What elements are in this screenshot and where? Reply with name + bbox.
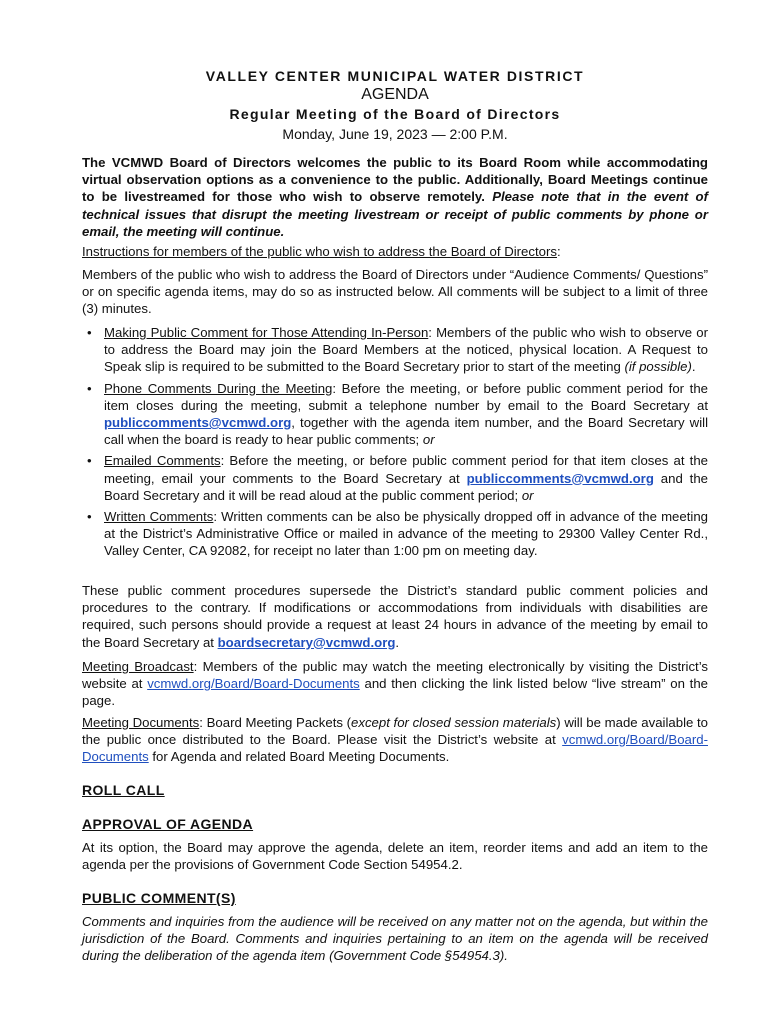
comment-methods-list — [82, 324, 708, 560]
public-comments-email-link[interactable]: publiccomments@vcmwd.org — [104, 415, 292, 431]
instructions-heading — [82, 243, 708, 260]
bullet-tail: and the Board Secretary and it will be read aloud at the public comment period; — [104, 470, 709, 503]
broadcast-tail: and then clicking the link listed below “live stream” on the page. — [82, 676, 708, 709]
bullet-italic: or — [422, 432, 435, 448]
documents-text2: ) will be made available to the public once distributed to the Board. Please visit the District’s website at — [82, 715, 709, 748]
intro-bold: The VCMWD Board of Directors welcomes the public to its Board Room while accommodating virtual observation options as a convenience to the public. Additionally, Board Meetings continue to be livestreamed for those who wish to observe remotely. — [82, 155, 708, 205]
org-name: VALLEY CENTER MUNICIPAL WATER DISTRICT — [205, 68, 585, 84]
bullet-icon: • — [87, 325, 92, 340]
documents-text: : Board Meeting Packets ( — [199, 715, 352, 730]
documents-paragraph — [82, 714, 708, 766]
bullet-tail: , together with the agenda item number, and the Board Secretary will call when the board is ready to hear public comments; — [104, 415, 708, 448]
instructions-body-text: Members of the public who wish to address the Board of Directors under “Audience Comments/ Questions” or on specific agenda items, may do so as instructed below. All comments will be subject to a limit of three (3) minutes. — [82, 267, 708, 317]
intro-notice: Please note that in the event of technical issues that disrupt the meeting livestream or receipt of public comments by phone or email, the meeting will continue. — [82, 189, 708, 239]
list-item — [82, 324, 708, 376]
broadcast-paragraph — [82, 658, 708, 710]
board-secretary-email-link[interactable]: boardsecretary@vcmwd.org — [217, 634, 396, 650]
bullet-title: Phone Comments During the Meeting — [104, 380, 333, 396]
documents-tail: for Agenda and related Board Meeting Documents. — [148, 749, 450, 765]
doc-type: AGENDA — [361, 86, 429, 103]
broadcast-text: : Members of the public may watch the meeting electronically by visiting the District’s website at — [82, 659, 708, 692]
bullet-title: Making Public Comment for Those Attending In-Person — [104, 325, 429, 340]
board-documents-link[interactable]: vcmwd.org/Board/Board-Documents — [82, 732, 708, 765]
documents-italic: except for closed session materials — [351, 715, 557, 730]
bullet-title: Emailed Comments — [104, 453, 221, 469]
instructions-body — [82, 266, 708, 318]
board-documents-link[interactable]: vcmwd.org/Board/Board-Documents — [147, 676, 360, 692]
instructions-heading-text: Instructions for members of the public who wish to address the Board of Directors — [82, 244, 557, 259]
meeting-title: Regular Meeting of the Board of Directors — [229, 106, 561, 122]
intro-paragraph — [82, 154, 708, 240]
public-comments-email-link[interactable]: publiccomments@vcmwd.org — [466, 470, 654, 486]
roll-call-section — [82, 782, 708, 798]
bullet-italic: (if possible) — [624, 359, 692, 375]
broadcast-label: Meeting Broadcast — [82, 659, 194, 674]
roll-call-heading: ROLL CALL — [82, 782, 165, 798]
public-comment-section — [82, 890, 708, 965]
bullet-text: : Members of the public who wish to observe or to address the Board may join the Board Members at the noticed, physical location. A Request to Speak slip is required to be submitted to the Board Secretary prior to start of the meeting — [104, 325, 708, 375]
bullet-icon: • — [87, 380, 92, 396]
bullet-italic: or — [521, 487, 534, 503]
approval-text: At its option, the Board may approve the agenda, delete an item, reorder items and add an item to the agenda per the provisions of Government Code Section 54954.2. — [82, 840, 708, 873]
bullet-text: : Before the meeting, or before public comment period for that item closes at the meeting, email your comments to the Board Secretary at — [104, 453, 708, 486]
instructions-colon: : — [556, 244, 561, 259]
list-item — [82, 452, 708, 504]
documents-label: Meeting Documents — [82, 715, 200, 730]
approval-heading: APPROVAL OF AGENDA — [82, 816, 254, 832]
public-comment-heading: PUBLIC COMMENT(S) — [82, 890, 236, 906]
bullet-tail: . — [691, 359, 696, 375]
list-item — [82, 508, 708, 560]
bullet-text: : Written comments can be also be physically dropped off in advance of the meeting at the District’s Administrative Office or mailed in advance of the meeting to 29300 Valley Center Rd., Valley Center, CA 92082, for receipt no later than 1:00 pm on meeting day. — [104, 509, 708, 559]
approval-section — [82, 816, 708, 873]
procedures-text: These public comment procedures supersede the District’s standard public comment policies and procedures to the contrary. If modifications or accommodations from individuals with disabilities are required, such persons should provide a request at least 24 hours in advance of the meeting by email to the Board Secretary at — [82, 583, 708, 650]
bullet-title: Written Comments — [104, 509, 214, 525]
list-item — [82, 380, 708, 449]
procedures-paragraph — [82, 582, 708, 651]
procedures-tail: . — [395, 634, 400, 650]
meeting-date: Monday, June 19, 2023 — 2:00 P.M. — [282, 126, 508, 142]
bullet-icon: • — [87, 453, 92, 469]
bullet-text: : Before the meeting, or before public comment period for the item closes during the meeting, submit a telephone number by email to the Board Secretary at — [104, 380, 708, 413]
public-comment-text: Comments and inquiries from the audience will be received on any matter not on the agenda, but within the jurisdiction of the Board. Comments and inquiries pertaining to an item on the agenda will be received during the deliberation of the agenda item (Government Code §54954.3). — [82, 914, 708, 964]
bullet-icon: • — [87, 509, 92, 525]
